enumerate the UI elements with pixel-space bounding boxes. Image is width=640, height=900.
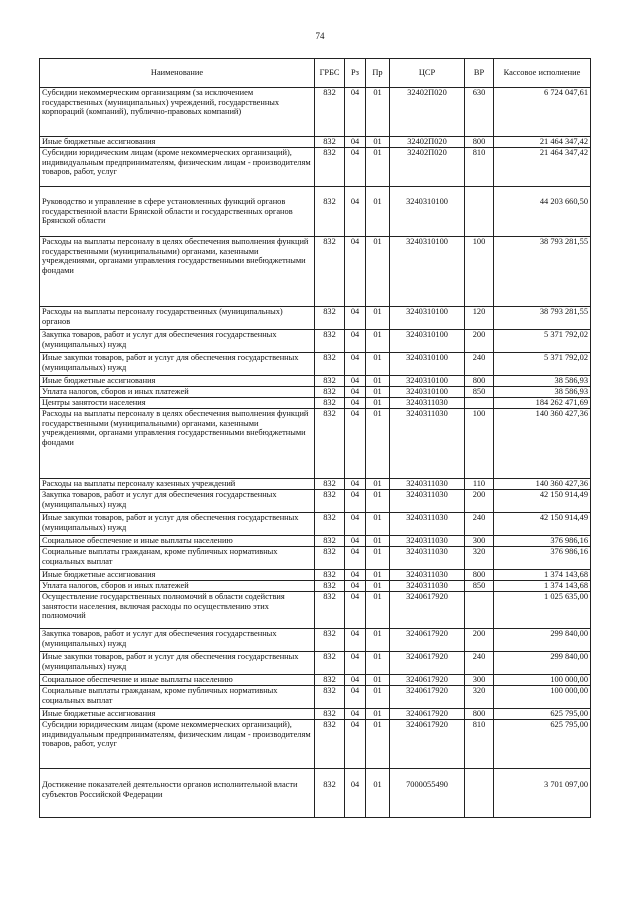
row-vr: 240 [465, 353, 494, 376]
row-amount: 3 701 097,00 [494, 769, 591, 818]
row-pr: 01 [366, 409, 390, 479]
row-vr: 810 [465, 148, 494, 187]
row-rz: 04 [345, 398, 366, 409]
row-pr: 01 [366, 570, 390, 581]
row-name: Центры занятости населения [40, 398, 315, 409]
row-name: Социальные выплаты гражданам, кроме публичных нормативных социальных выплат [40, 547, 315, 570]
table-row [40, 137, 591, 148]
row-csr: 3240617920 [390, 675, 465, 686]
row-rz: 04 [345, 376, 366, 387]
table-row [40, 536, 591, 547]
row-amount: 376 986,16 [494, 547, 591, 570]
row-grbs: 832 [315, 479, 345, 490]
row-csr: 32402П020 [390, 148, 465, 187]
table-body [40, 88, 591, 818]
row-pr: 01 [366, 387, 390, 398]
table-row [40, 376, 591, 387]
row-csr: 32402П020 [390, 137, 465, 148]
row-name: Руководство и управление в сфере установленных функций органов государственной власти Брянской области и государственных органов Брянской области [40, 187, 315, 237]
row-rz: 04 [345, 353, 366, 376]
row-grbs: 832 [315, 88, 345, 137]
row-grbs: 832 [315, 570, 345, 581]
header-name: Наименование [40, 59, 315, 88]
row-vr: 800 [465, 709, 494, 720]
row-grbs: 832 [315, 769, 345, 818]
row-grbs: 832 [315, 490, 345, 513]
row-csr: 32402П020 [390, 88, 465, 137]
table-row [40, 398, 591, 409]
row-rz: 04 [345, 137, 366, 148]
row-rz: 04 [345, 675, 366, 686]
row-vr: 800 [465, 376, 494, 387]
table-row [40, 629, 591, 652]
row-vr: 110 [465, 479, 494, 490]
row-name: Уплата налогов, сборов и иных платежей [40, 581, 315, 592]
row-vr: 300 [465, 675, 494, 686]
row-rz: 04 [345, 629, 366, 652]
row-grbs: 832 [315, 629, 345, 652]
row-rz: 04 [345, 570, 366, 581]
table-row [40, 709, 591, 720]
row-pr: 01 [366, 513, 390, 536]
row-csr: 3240311030 [390, 513, 465, 536]
row-vr [465, 398, 494, 409]
row-csr: 3240617920 [390, 720, 465, 769]
row-amount: 1 374 143,68 [494, 581, 591, 592]
row-vr: 240 [465, 652, 494, 675]
row-grbs: 832 [315, 652, 345, 675]
row-pr: 01 [366, 353, 390, 376]
row-pr: 01 [366, 187, 390, 237]
table-row [40, 237, 591, 307]
page-number: 74 [315, 31, 325, 41]
row-pr: 01 [366, 237, 390, 307]
row-grbs: 832 [315, 187, 345, 237]
table-row [40, 307, 591, 330]
row-grbs: 832 [315, 137, 345, 148]
row-csr: 3240310100 [390, 330, 465, 353]
row-grbs: 832 [315, 330, 345, 353]
row-grbs: 832 [315, 675, 345, 686]
header-rz: Рз [345, 59, 366, 88]
row-grbs: 832 [315, 547, 345, 570]
row-name: Уплата налогов, сборов и иных платежей [40, 387, 315, 398]
row-rz: 04 [345, 479, 366, 490]
row-csr: 7000055490 [390, 769, 465, 818]
row-csr: 3240617920 [390, 592, 465, 629]
header-grbs: ГРБС [315, 59, 345, 88]
table-row [40, 330, 591, 353]
row-grbs: 832 [315, 536, 345, 547]
header-pr: Пр [366, 59, 390, 88]
row-grbs: 832 [315, 720, 345, 769]
row-rz: 04 [345, 592, 366, 629]
header-amount: Кассовое исполнение [494, 59, 591, 88]
row-csr: 3240311030 [390, 547, 465, 570]
row-vr: 100 [465, 409, 494, 479]
row-rz: 04 [345, 547, 366, 570]
row-pr: 01 [366, 592, 390, 629]
row-vr: 240 [465, 513, 494, 536]
row-pr: 01 [366, 376, 390, 387]
row-amount: 38 586,93 [494, 376, 591, 387]
row-vr [465, 592, 494, 629]
row-vr: 120 [465, 307, 494, 330]
row-grbs: 832 [315, 148, 345, 187]
row-name: Расходы на выплаты персоналу государственных (муниципальных) органов [40, 307, 315, 330]
row-pr: 01 [366, 709, 390, 720]
row-grbs: 832 [315, 307, 345, 330]
row-amount: 38 793 281,55 [494, 237, 591, 307]
row-rz: 04 [345, 581, 366, 592]
row-csr: 3240310100 [390, 237, 465, 307]
row-grbs: 832 [315, 409, 345, 479]
row-pr: 01 [366, 652, 390, 675]
row-name: Иные закупки товаров, работ и услуг для обеспечения государственных (муниципальных) нужд [40, 652, 315, 675]
row-name: Иные бюджетные ассигнования [40, 137, 315, 148]
row-csr: 3240310100 [390, 353, 465, 376]
row-grbs: 832 [315, 592, 345, 629]
row-csr: 3240617920 [390, 629, 465, 652]
row-pr: 01 [366, 88, 390, 137]
row-rz: 04 [345, 536, 366, 547]
row-name: Субсидии юридическим лицам (кроме некоммерческих организаций), индивидуальным предпринимателям, физическим лицам - производителям товаров, работ, услуг [40, 148, 315, 187]
row-rz: 04 [345, 88, 366, 137]
row-vr [465, 187, 494, 237]
row-rz: 04 [345, 652, 366, 675]
row-pr: 01 [366, 675, 390, 686]
table-row [40, 148, 591, 187]
row-rz: 04 [345, 490, 366, 513]
row-grbs: 832 [315, 686, 345, 709]
row-name: Закупка товаров, работ и услуг для обеспечения государственных (муниципальных) нужд [40, 490, 315, 513]
row-grbs: 832 [315, 709, 345, 720]
row-amount: 140 360 427,36 [494, 409, 591, 479]
header-vr: ВР [465, 59, 494, 88]
row-name: Субсидии некоммерческим организациям (за исключением государственных (муниципальных) учреждений, государственных корпораций (компаний), публично-правовых компаний) [40, 88, 315, 137]
table-row [40, 652, 591, 675]
row-csr: 3240311030 [390, 409, 465, 479]
row-name: Закупка товаров, работ и услуг для обеспечения государственных (муниципальных) нужд [40, 629, 315, 652]
row-amount: 44 203 660,50 [494, 187, 591, 237]
row-name: Расходы на выплаты персоналу в целях обеспечения выполнения функций государственными (муниципальными) органами, казенными учреждениями, органами управления государственными внебюджетными фондами [40, 237, 315, 307]
row-amount: 21 464 347,42 [494, 137, 591, 148]
row-name: Иные закупки товаров, работ и услуг для обеспечения государственных (муниципальных) нужд [40, 513, 315, 536]
row-vr: 200 [465, 330, 494, 353]
row-amount: 140 360 427,36 [494, 479, 591, 490]
row-amount: 42 150 914,49 [494, 490, 591, 513]
row-amount: 1 374 143,68 [494, 570, 591, 581]
row-name: Закупка товаров, работ и услуг для обеспечения государственных (муниципальных) нужд [40, 330, 315, 353]
row-vr: 320 [465, 547, 494, 570]
row-csr: 3240310100 [390, 307, 465, 330]
row-vr: 630 [465, 88, 494, 137]
row-name: Осуществление государственных полномочий в области содействия занятости населения, включая расходы по осуществлению этих полномочий [40, 592, 315, 629]
row-amount: 6 724 047,61 [494, 88, 591, 137]
table-row [40, 490, 591, 513]
row-name: Расходы на выплаты персоналу в целях обеспечения выполнения функций государственными (муниципальными) органами, казенными учреждениями, органами управления государственными внебюджетными фондами [40, 409, 315, 479]
row-name: Иные закупки товаров, работ и услуг для обеспечения государственных (муниципальных) нужд [40, 353, 315, 376]
row-rz: 04 [345, 686, 366, 709]
row-amount: 5 371 792,02 [494, 330, 591, 353]
row-pr: 01 [366, 330, 390, 353]
table-row [40, 387, 591, 398]
row-grbs: 832 [315, 353, 345, 376]
table-row [40, 187, 591, 237]
row-csr: 3240617920 [390, 709, 465, 720]
row-vr: 850 [465, 581, 494, 592]
row-pr: 01 [366, 629, 390, 652]
row-pr: 01 [366, 479, 390, 490]
row-amount: 5 371 792,02 [494, 353, 591, 376]
row-name: Достижение показателей деятельности органов исполнительной власти субъектов Российской Федерации [40, 769, 315, 818]
row-vr: 800 [465, 570, 494, 581]
table-row [40, 513, 591, 536]
table-row [40, 581, 591, 592]
table-header-row [40, 59, 591, 88]
row-pr: 01 [366, 547, 390, 570]
row-csr: 3240311030 [390, 581, 465, 592]
row-vr: 810 [465, 720, 494, 769]
row-amount: 625 795,00 [494, 720, 591, 769]
row-amount: 42 150 914,49 [494, 513, 591, 536]
row-rz: 04 [345, 148, 366, 187]
row-name: Иные бюджетные ассигнования [40, 709, 315, 720]
row-vr: 800 [465, 137, 494, 148]
row-amount: 21 464 347,42 [494, 148, 591, 187]
row-pr: 01 [366, 398, 390, 409]
row-csr: 3240617920 [390, 652, 465, 675]
row-rz: 04 [345, 409, 366, 479]
table-row [40, 720, 591, 769]
row-amount: 38 793 281,55 [494, 307, 591, 330]
row-rz: 04 [345, 387, 366, 398]
row-amount: 376 986,16 [494, 536, 591, 547]
row-amount: 100 000,00 [494, 675, 591, 686]
row-grbs: 832 [315, 581, 345, 592]
row-pr: 01 [366, 307, 390, 330]
table-row [40, 686, 591, 709]
row-csr: 3240311030 [390, 398, 465, 409]
table-row [40, 570, 591, 581]
row-name: Иные бюджетные ассигнования [40, 376, 315, 387]
row-pr: 01 [366, 137, 390, 148]
row-csr: 3240310100 [390, 187, 465, 237]
row-rz: 04 [345, 769, 366, 818]
row-name: Социальное обеспечение и иные выплаты населению [40, 675, 315, 686]
table-row [40, 479, 591, 490]
row-pr: 01 [366, 769, 390, 818]
row-name: Иные бюджетные ассигнования [40, 570, 315, 581]
table-row [40, 88, 591, 137]
row-rz: 04 [345, 720, 366, 769]
table-row [40, 409, 591, 479]
row-csr: 3240617920 [390, 686, 465, 709]
budget-execution-table [39, 58, 591, 818]
row-grbs: 832 [315, 237, 345, 307]
row-amount: 100 000,00 [494, 686, 591, 709]
row-amount: 299 840,00 [494, 652, 591, 675]
row-rz: 04 [345, 513, 366, 536]
row-vr: 300 [465, 536, 494, 547]
row-pr: 01 [366, 720, 390, 769]
row-vr: 320 [465, 686, 494, 709]
row-csr: 3240310100 [390, 387, 465, 398]
row-vr: 200 [465, 490, 494, 513]
row-csr: 3240310100 [390, 376, 465, 387]
row-vr [465, 769, 494, 818]
row-name: Социальные выплаты гражданам, кроме публичных нормативных социальных выплат [40, 686, 315, 709]
row-pr: 01 [366, 686, 390, 709]
row-vr: 100 [465, 237, 494, 307]
row-amount: 625 795,00 [494, 709, 591, 720]
row-grbs: 832 [315, 387, 345, 398]
row-pr: 01 [366, 581, 390, 592]
row-pr: 01 [366, 148, 390, 187]
row-rz: 04 [345, 307, 366, 330]
row-amount: 38 586,93 [494, 387, 591, 398]
header-csr: ЦСР [390, 59, 465, 88]
row-rz: 04 [345, 237, 366, 307]
row-amount: 1 025 635,00 [494, 592, 591, 629]
table-row [40, 547, 591, 570]
row-pr: 01 [366, 490, 390, 513]
row-rz: 04 [345, 330, 366, 353]
table-row [40, 353, 591, 376]
row-name: Расходы на выплаты персоналу казенных учреждений [40, 479, 315, 490]
row-name: Субсидии юридическим лицам (кроме некоммерческих организаций), индивидуальным предпринимателям, физическим лицам - производителям товаров, работ, услуг [40, 720, 315, 769]
row-csr: 3240311030 [390, 490, 465, 513]
row-amount: 184 262 471,69 [494, 398, 591, 409]
row-vr: 850 [465, 387, 494, 398]
row-rz: 04 [345, 709, 366, 720]
row-csr: 3240311030 [390, 479, 465, 490]
row-vr: 200 [465, 629, 494, 652]
row-pr: 01 [366, 536, 390, 547]
row-rz: 04 [345, 187, 366, 237]
row-name: Социальное обеспечение и иные выплаты населению [40, 536, 315, 547]
row-csr: 3240311030 [390, 536, 465, 547]
row-grbs: 832 [315, 513, 345, 536]
table-row [40, 592, 591, 629]
row-grbs: 832 [315, 398, 345, 409]
row-csr: 3240311030 [390, 570, 465, 581]
table-row [40, 675, 591, 686]
row-amount: 299 840,00 [494, 629, 591, 652]
table-row [40, 769, 591, 818]
row-grbs: 832 [315, 376, 345, 387]
